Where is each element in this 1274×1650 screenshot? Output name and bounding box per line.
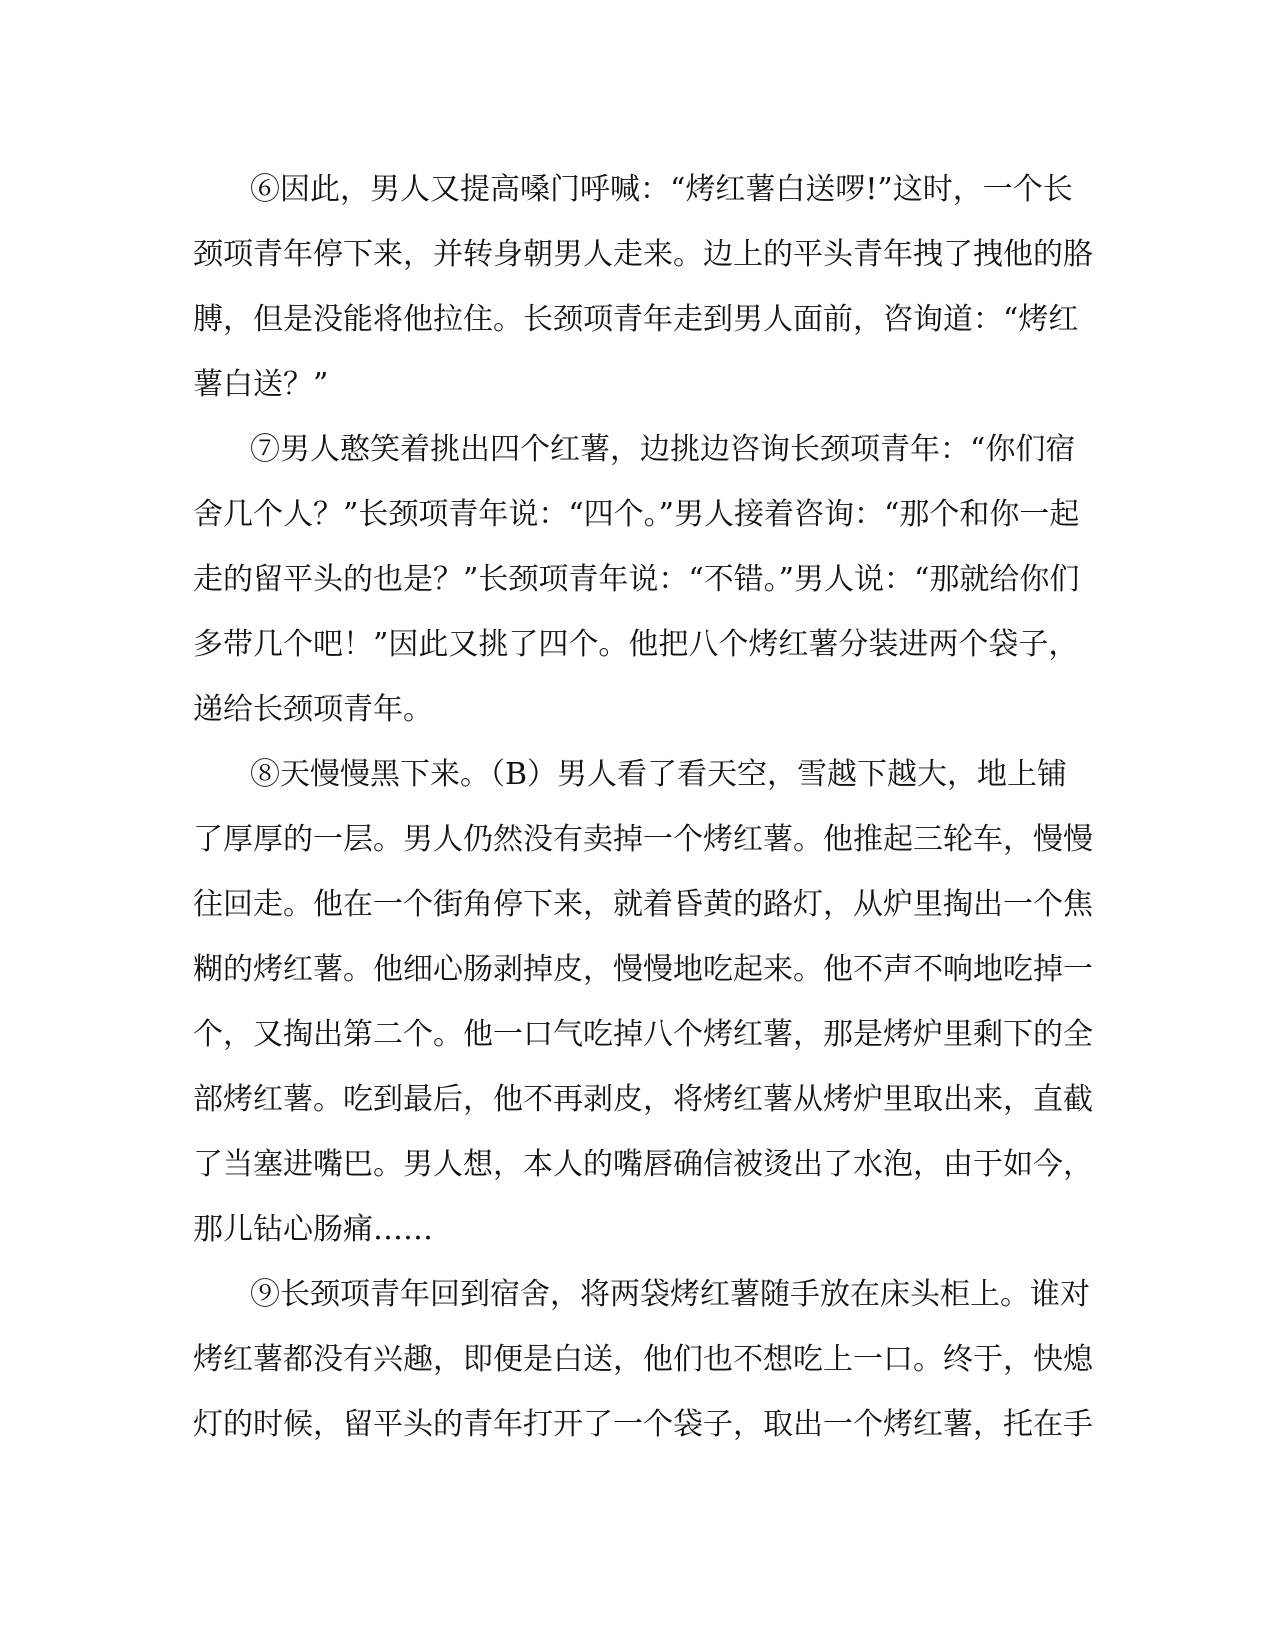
body-text [193, 157, 1093, 1457]
paragraph-6-line-1: ⑥因此，男人又提高嗓门呼喊：“烤红薯白送啰!”这时，一个长 [250, 172, 1073, 207]
paragraph-7-line-3: 走的留平头的也是？”长颈项青年说：“不错。”男人说：“那就给你们 [193, 562, 1080, 597]
paragraph-7-line-5: 递给长颈项青年。 [193, 692, 433, 727]
paragraph-9-line-3: 灯的时候，留平头的青年打开了一个袋子，取出一个烤红薯，托在手 [193, 1407, 1093, 1442]
paragraph-7-line-4: 多带几个吧！”因此又挑了四个。他把八个烤红薯分装进两个袋子， [193, 627, 1079, 662]
paragraph-8-line-1: ⑧天慢慢黑下来。（B）男人看了看天空，雪越下越大，地上铺 [250, 757, 1068, 792]
paragraph-9-line-2: 烤红薯都没有兴趣，即便是白送，他们也不想吃上一口。终于，快熄 [193, 1342, 1093, 1377]
paragraph-6-line-2: 颈项青年停下来，并转身朝男人走来。边上的平头青年拽了拽他的胳 [193, 237, 1093, 272]
paragraph-8-line-4: 糊的烤红薯。他细心肠剥掉皮，慢慢地吃起来。他不声不响地吃掉一 [193, 952, 1093, 987]
paragraph-9-line-1: ⑨长颈项青年回到宿舍，将两袋烤红薯随手放在床头柜上。谁对 [250, 1277, 1090, 1312]
paragraph-8-line-5: 个，又掏出第二个。他一口气吃掉八个烤红薯，那是烤炉里剩下的全 [193, 1017, 1093, 1052]
paragraph-7-line-1: ⑦男人憨笑着挑出四个红薯，边挑边咨询长颈项青年：“你们宿 [250, 432, 1076, 467]
paragraph-8-line-3: 往回走。他在一个街角停下来，就着昏黄的路灯，从炉里掏出一个焦 [193, 887, 1093, 922]
paragraph-8-line-7: 了当塞进嘴巴。男人想，本人的嘴唇确信被烫出了水泡，由于如今， [193, 1147, 1093, 1182]
paragraph-8-line-6: 部烤红薯。吃到最后，他不再剥皮，将烤红薯从烤炉里取出来，直截 [193, 1082, 1093, 1117]
paragraph-6-line-4: 薯白送？” [193, 367, 329, 402]
paragraph-8-line-2: 了厚厚的一层。男人仍然没有卖掉一个烤红薯。他推起三轮车，慢慢 [193, 822, 1093, 857]
paragraph-8-line-8: 那儿钻心肠痛…… [193, 1212, 433, 1247]
paragraph-7-line-2: 舍几个人？”长颈项青年说：“四个。”男人接着咨询：“那个和你一起 [193, 497, 1080, 532]
paragraph-6-line-3: 膊，但是没能将他拉住。长颈项青年走到男人面前，咨询道：“烤红 [193, 302, 1079, 337]
